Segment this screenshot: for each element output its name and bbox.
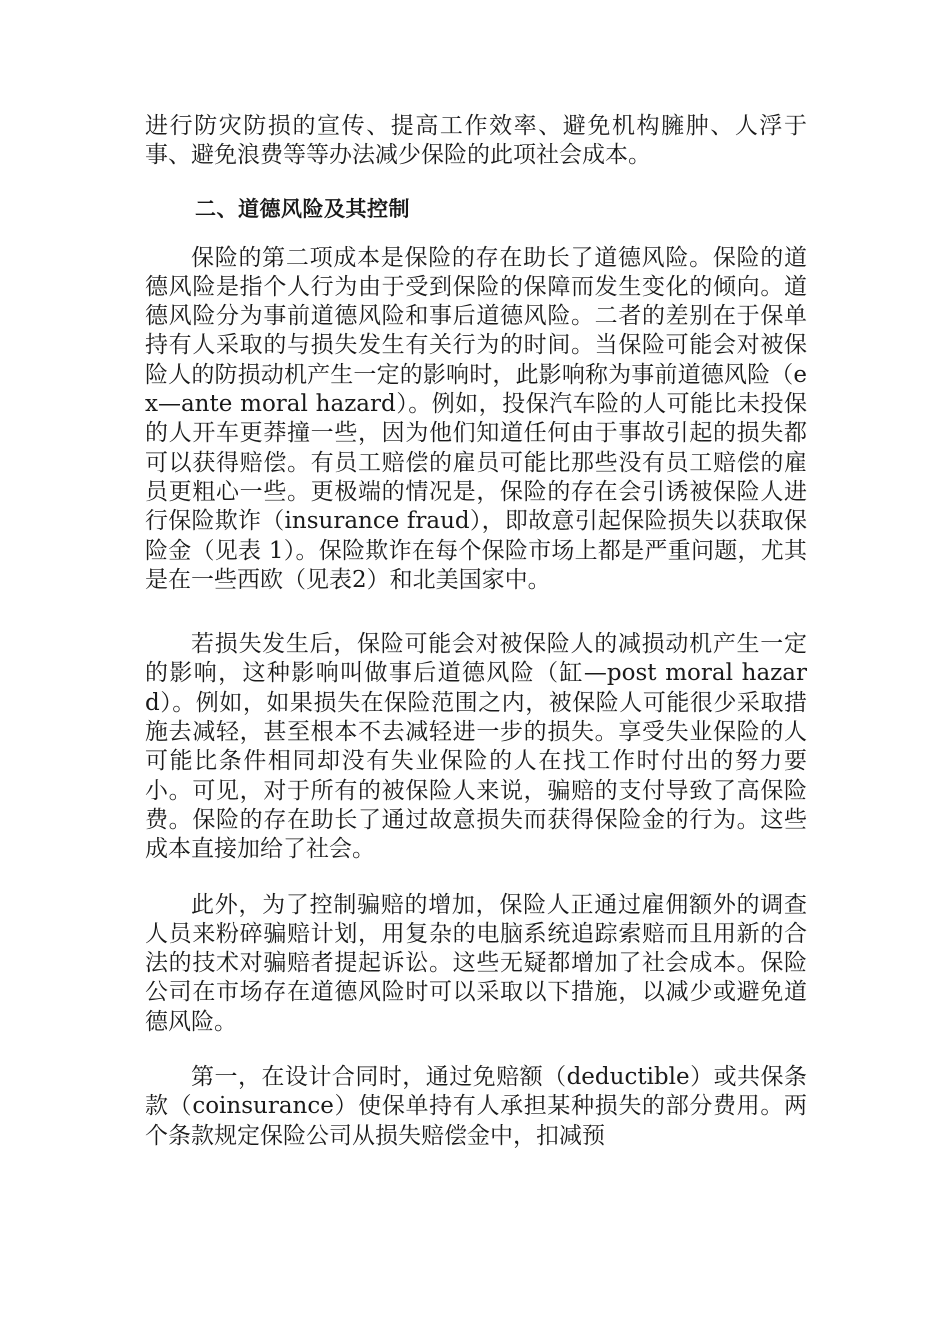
intro-paragraph: 进行防灾防损的宣传、提高工作效率、避免机构臃肿、人浮于事、避免浪费等等办法减少保险的此项社会成本。 — [145, 113, 807, 169]
paragraph-moral-hazard: 保险的第二项成本是保险的存在助长了道德风险。保险的道德风险是指个人行为由于受到保险的保障而发生变化的倾向。道德风险分为事前道德风险和事后道德风险。二者的差别在于保单持有人采取的与损失发生有关行为的时间。当保险可能会对被保险人的防损动机产生一定的影响时，此影响称为事前道德风险（ex—ante moral hazard）。例如，投保汽车险的人可能比未投保的人开车更莽撞一些，因为他们知道任何由于事故引起的损失都可以获得赔偿。有员工赔偿的雇员可能比那些没有员工赔偿的雇员更粗心一些。更极端的情况是，保险的存在会引诱被保险人进行保险欺诈（insurance fraud），即故意引起保险损失以获取保险金（见表 1）。保险欺诈在每个保险市场上都是严重问题，尤其是在一些西欧（见表2）和北美国家中。 — [145, 244, 807, 593]
document-page — [145, 112, 807, 1151]
paragraph-measures: 第一，在设计合同时，通过免赔额（deductible）或共保条款（coinsurance）使保单持有人承担某种损失的部分费用。两个条款规定保险公司从损失赔偿金中，扣减预 — [145, 1064, 807, 1149]
paragraph-fraud-control: 此外，为了控制骗赔的增加，保险人正通过雇佣额外的调查人员来粉碎骗赔计划，用复杂的电脑系统追踪索赔而且用新的合法的技术对骗赔者提起诉讼。这些无疑都增加了社会成本。保险公司在市场存在道德风险时可以采取以下措施，以减少或避免道德风险。 — [145, 891, 807, 1035]
section-heading: 二、道德风险及其控制 — [195, 196, 410, 221]
paragraph-ex-post: 若损失发生后，保险可能会对被保险人的减损动机产生一定的影响，这种影响叫做事后道德风险（缸—post moral hazard）。例如，如果损失在保险范围之内，被保险人可能很少采取措施去减轻，甚至根本不去减轻进一步的损失。享受失业保险的人可能比条件相同却没有失业保险的人在找工作时付出的努力要小。可见，对于所有的被保险人来说，骗赔的支付导致了高保险费。保险的存在助长了通过故意损失而获得保险金的行为。这些成本直接加给了社会。 — [145, 631, 807, 863]
